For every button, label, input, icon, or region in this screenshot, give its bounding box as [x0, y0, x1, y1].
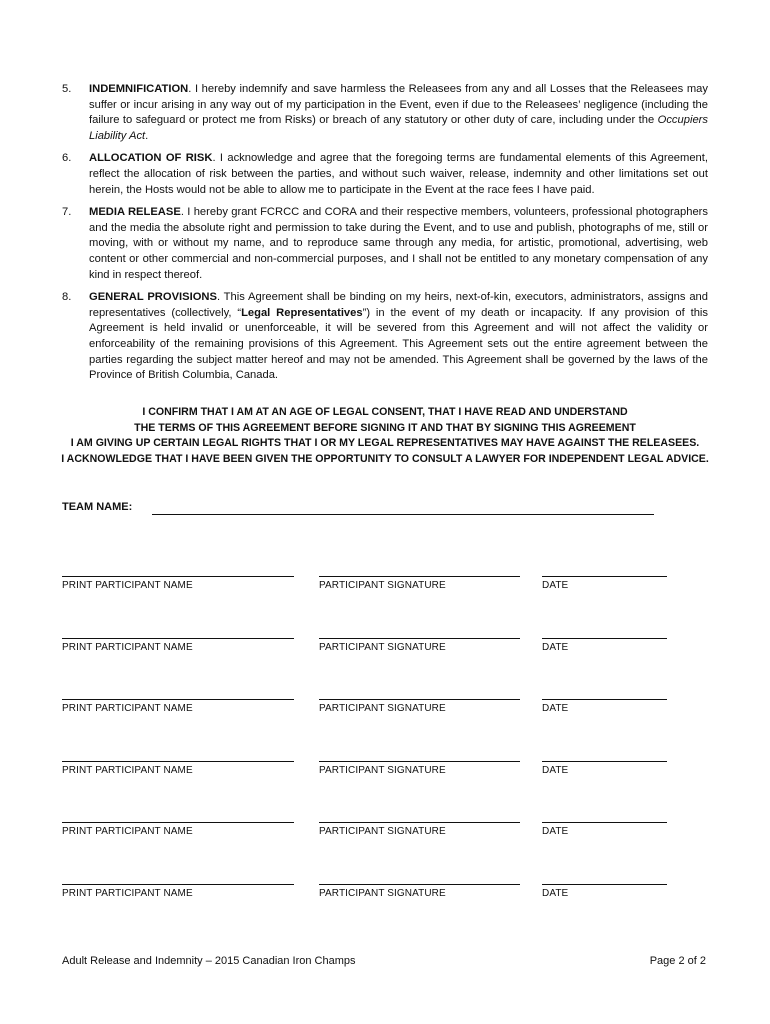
clause-heading: INDEMNIFICATION	[89, 83, 189, 95]
participant-name-label: PRINT PARTICIPANT NAME	[62, 887, 193, 899]
participant-signature-field[interactable]	[319, 868, 520, 899]
participant-signature-label: PARTICIPANT SIGNATURE	[319, 641, 446, 653]
signature-row	[62, 560, 682, 622]
participant-signature-field[interactable]	[319, 745, 520, 776]
signature-rows	[62, 560, 682, 930]
signature-row	[62, 683, 682, 745]
date-field[interactable]	[542, 622, 667, 653]
confirmation-line: I CONFIRM THAT I AM AT AN AGE OF LEGAL CONSENT, THAT I HAVE READ AND UNDERSTAND	[142, 406, 628, 418]
footer-document-title: Adult Release and Indemnity – 2015 Canadian Iron Champs	[62, 955, 356, 967]
clause-number: 8.	[62, 291, 72, 304]
participant-name-label: PRINT PARTICIPANT NAME	[62, 641, 193, 653]
participant-signature-label: PARTICIPANT SIGNATURE	[319, 764, 446, 776]
team-name-label: TEAM NAME:	[62, 501, 133, 513]
participant-name-label: PRINT PARTICIPANT NAME	[62, 580, 193, 591]
confirmation-line: I ACKNOWLEDGE THAT I HAVE BEEN GIVEN THE OPPORTUNITY TO CONSULT A LAWYER FOR INDEPENDENT LEGAL ADVICE.	[61, 452, 709, 465]
date-label: DATE	[542, 641, 569, 653]
clause-heading: GENERAL PROVISIONS	[89, 291, 217, 304]
clause-heading: ALLOCATION OF RISK	[89, 152, 213, 165]
confirmation-statement	[50, 405, 720, 467]
clause-indemnification	[62, 82, 708, 144]
confirmation-line: I AM GIVING UP CERTAIN LEGAL RIGHTS THAT I OR MY LEGAL REPRESENTATIVES MAY HAVE AGAINST THE RELEASEES.	[70, 437, 700, 450]
date-field[interactable]	[542, 683, 667, 714]
team-name-field[interactable]	[152, 514, 654, 515]
participant-signature-label: PARTICIPANT SIGNATURE	[319, 580, 446, 591]
date-label: DATE	[542, 764, 569, 776]
clause-act-name: Occupiers Liability Act	[89, 114, 708, 142]
clause-general-provisions	[62, 290, 708, 384]
footer-page-number: Page 2 of 2	[649, 955, 706, 967]
clause-text-continued: ”) in the event of my death or incapacity. If any provision of this Agreement is held invalid or unenforceable, it will be severed from this Agreement and will not affect the validity or enforceability of the remaining provisions of this Agreement. This Agreement sets out the entire agreement between the parties regarding the subject matter hereof and may not be amended. This Agreement shall be governed by the laws of the Province of British Columbia, Canada.	[89, 306, 708, 382]
clause-number: 5.	[62, 83, 72, 95]
clauses-list	[62, 82, 708, 391]
participant-name-field[interactable]	[62, 868, 294, 899]
date-field[interactable]	[542, 745, 667, 776]
clause-heading: MEDIA RELEASE	[89, 206, 181, 219]
clause-end: .	[145, 129, 149, 142]
participant-name-field[interactable]	[62, 560, 294, 591]
participant-signature-label: PARTICIPANT SIGNATURE	[319, 703, 446, 715]
clause-text: . I hereby indemnify and save harmless the Releasees from any and all Losses that the Releasees may suffer or incur arising in any way out of my participation in the Event, even if due to the Releasees’ negligence (including the failure to safeguard or protect me from Risks) or breach of any statutory or other duty of care, including under the	[89, 83, 708, 127]
clause-text: . I acknowledge and agree that the foregoing terms are fundamental elements of this Agreement, reflect the allocation of risk between the parties, and without such waiver, release, indemnity and other limitations set out herein, the Hosts would not be able to allow me to participate in the Event at the race fees I have paid.	[89, 152, 708, 196]
date-label: DATE	[542, 826, 569, 838]
clause-allocation-of-risk	[62, 151, 708, 198]
participant-signature-field[interactable]	[319, 683, 520, 714]
participant-name-field[interactable]	[62, 683, 294, 714]
participant-signature-field[interactable]	[319, 560, 520, 591]
participant-name-label: PRINT PARTICIPANT NAME	[62, 826, 193, 838]
clause-number: 7.	[62, 206, 72, 219]
participant-name-label: PRINT PARTICIPANT NAME	[62, 703, 193, 715]
clause-text: . This Agreement shall be binding on my heirs, next-of-kin, executors, administrators, assigns and representatives (collectively, “	[89, 291, 708, 319]
clause-text: . I hereby grant FCRCC and CORA and their respective members, volunteers, professional photographers and the media the absolute right and permission to take during the Event, and to use and publish, photographs of me, still or moving, with or without my name, and to reproduce same through any media, for artistic, promotional, advertising, web content or other commercial and non-commercial purposes, and I shall not be entitled to any monetary compensation of any kind in respect thereof.	[89, 206, 708, 281]
signature-row	[62, 745, 682, 807]
date-field[interactable]	[542, 868, 667, 899]
defined-term: Legal Representatives	[241, 306, 363, 319]
date-field[interactable]	[542, 560, 667, 591]
participant-name-field[interactable]	[62, 745, 294, 776]
team-name-row	[62, 500, 662, 518]
participant-signature-field[interactable]	[319, 622, 520, 653]
date-label: DATE	[542, 703, 569, 715]
date-label: DATE	[542, 580, 569, 591]
participant-name-field[interactable]	[62, 622, 294, 653]
clause-media-release	[62, 205, 708, 283]
signature-row	[62, 868, 682, 930]
participant-signature-label: PARTICIPANT SIGNATURE	[319, 887, 446, 899]
participant-name-label: PRINT PARTICIPANT NAME	[62, 764, 193, 776]
date-label: DATE	[542, 887, 569, 899]
clause-number: 6.	[62, 152, 72, 165]
confirmation-line: THE TERMS OF THIS AGREEMENT BEFORE SIGNING IT AND THAT BY SIGNING THIS AGREEMENT	[134, 421, 636, 434]
participant-signature-field[interactable]	[319, 806, 520, 837]
participant-signature-label: PARTICIPANT SIGNATURE	[319, 826, 446, 838]
signature-row	[62, 622, 682, 684]
participant-name-field[interactable]	[62, 806, 294, 837]
date-field[interactable]	[542, 806, 667, 837]
signature-row	[62, 806, 682, 868]
